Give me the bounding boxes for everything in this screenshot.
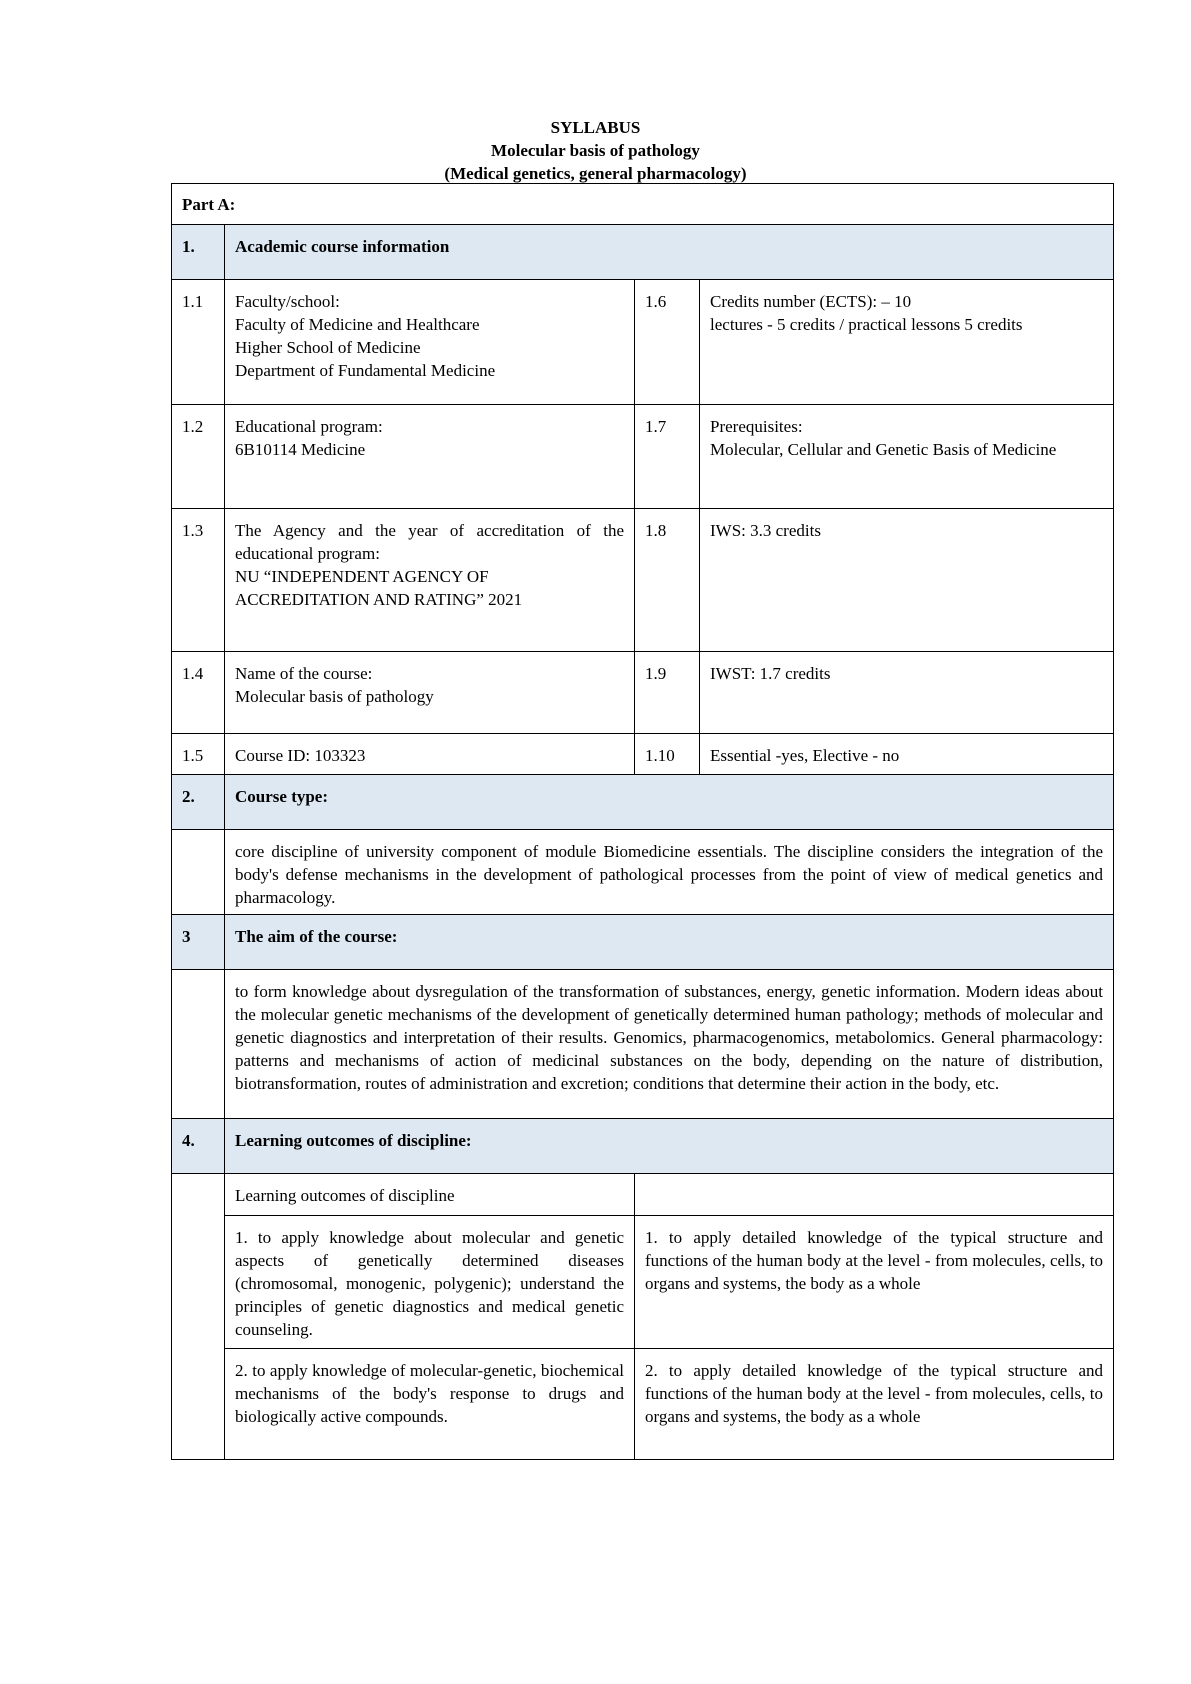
info-line: Name of the course:	[235, 664, 373, 683]
info-row-left-content	[225, 405, 635, 509]
info-row-left-number: 1.4	[172, 652, 225, 734]
outcome-left: 2. to apply knowledge of molecular-genetic, biochemical mechanisms of the body's response to drugs and biologically active compounds.	[225, 1349, 635, 1460]
info-line: Molecular, Cellular and Genetic Basis of Medicine	[710, 440, 1057, 459]
info-row-5	[172, 734, 1114, 775]
empty-cell	[172, 1174, 225, 1460]
section-2-number: 2.	[172, 775, 225, 830]
part-a-row	[172, 184, 1114, 225]
info-line: Molecular basis of pathology	[235, 687, 434, 706]
section-4-number: 4.	[172, 1119, 225, 1174]
info-row-left-number: 1.5	[172, 734, 225, 775]
info-line: Higher School of Medicine	[235, 338, 421, 357]
info-row-right-number: 1.10	[635, 734, 700, 775]
info-row-left-number: 1.1	[172, 280, 225, 405]
info-row-3	[172, 509, 1114, 652]
info-line: IWS: 3.3 credits	[710, 521, 821, 540]
document-header	[0, 116, 1191, 185]
section-4-header	[172, 1119, 1114, 1174]
outcomes-header-row	[172, 1174, 1114, 1216]
info-row-2	[172, 405, 1114, 509]
section-3-body	[172, 970, 1114, 1119]
course-type-text: core discipline of university component of module Biomedicine essentials. The discipline considers the integration of the body's defense mechanisms in the development of pathological processes from the point of view of medical genetics and pharmacology.	[225, 830, 1114, 915]
info-row-4	[172, 652, 1114, 734]
section-3-title: The aim of the course:	[225, 915, 1114, 970]
info-row-1	[172, 280, 1114, 405]
empty-cell	[172, 830, 225, 915]
course-subtitle: (Medical genetics, general pharmacology)	[444, 164, 747, 183]
info-row-right-content	[700, 734, 1114, 775]
section-1-header	[172, 225, 1114, 280]
info-line: Credits number (ECTS): – 10	[710, 292, 912, 311]
info-line: Essential -yes, Elective - no	[710, 746, 900, 765]
info-line: NU “INDEPENDENT AGENCY OF	[235, 567, 489, 586]
course-aim-text: to form knowledge about dysregulation of the transformation of substances, energy, genetic information. Modern ideas about the molecular genetic mechanisms of the development of genetically determined human pathology; methods of molecular and genetic diagnostics and interpretation of their results. Genomics, pharmacogenomics, metabolomics. General pharmacology: patterns and mechanisms of action of medicinal substances on the body, depending on the nature of distribution, biotransformation, routes of administration and excretion; conditions that determine their action in the body, etc.	[225, 970, 1114, 1119]
outcome-right: 1. to apply detailed knowledge of the typical structure and functions of the human body at the level - from molecules, cells, to organs and systems, the body as a whole	[635, 1216, 1114, 1349]
info-line: IWST: 1.7 credits	[710, 664, 831, 683]
document-title: SYLLABUS	[550, 118, 641, 137]
outcome-right: 2. to apply detailed knowledge of the typical structure and functions of the human body at the level - from molecules, cells, to organs and systems, the body as a whole	[635, 1349, 1114, 1460]
info-row-left-number: 1.3	[172, 509, 225, 652]
info-row-right-number: 1.8	[635, 509, 700, 652]
info-row-right-number: 1.6	[635, 280, 700, 405]
info-row-right-content	[700, 652, 1114, 734]
outcome-row-2	[172, 1349, 1114, 1460]
info-row-left-content	[225, 734, 635, 775]
outcomes-header-right	[635, 1174, 1114, 1216]
info-line: ACCREDITATION AND RATING” 2021	[235, 590, 523, 609]
outcome-left: 1. to apply knowledge about molecular and genetic aspects of genetically determined diseases (chromosomal, monogenic, polygenic); understand the principles of genetic diagnostics and medical genetic counseling.	[225, 1216, 635, 1349]
section-3-number: 3	[172, 915, 225, 970]
empty-cell	[172, 970, 225, 1119]
info-line: Faculty/school:	[235, 292, 340, 311]
info-line: Department of Fundamental Medicine	[235, 361, 496, 380]
info-row-left-number: 1.2	[172, 405, 225, 509]
info-row-right-content	[700, 509, 1114, 652]
section-2-body	[172, 830, 1114, 915]
section-4-title: Learning outcomes of discipline:	[225, 1119, 1114, 1174]
info-line: Educational program:	[235, 417, 383, 436]
info-row-right-number: 1.9	[635, 652, 700, 734]
syllabus-table	[171, 183, 1114, 1460]
info-row-left-content	[225, 280, 635, 405]
course-title: Molecular basis of pathology	[491, 141, 700, 160]
info-row-right-content	[700, 405, 1114, 509]
info-line: Faculty of Medicine and Healthcare	[235, 315, 480, 334]
info-line: 6B10114 Medicine	[235, 440, 366, 459]
info-line: The Agency and the year of accreditation of the educational program:	[235, 521, 624, 563]
info-row-left-content	[225, 509, 635, 652]
part-a-label: Part A:	[172, 184, 1114, 225]
outcome-row-1	[172, 1216, 1114, 1349]
info-row-left-content	[225, 652, 635, 734]
info-row-right-number: 1.7	[635, 405, 700, 509]
info-line: Prerequisites:	[710, 417, 803, 436]
section-2-title: Course type:	[225, 775, 1114, 830]
info-line: lectures - 5 credits / practical lessons 5 credits	[710, 315, 1023, 334]
section-3-header	[172, 915, 1114, 970]
outcomes-header-left: Learning outcomes of discipline	[225, 1174, 635, 1216]
info-row-right-content	[700, 280, 1114, 405]
section-1-number: 1.	[172, 225, 225, 280]
info-line: Course ID: 103323	[235, 746, 366, 765]
section-2-header	[172, 775, 1114, 830]
section-1-title: Academic course information	[225, 225, 1114, 280]
